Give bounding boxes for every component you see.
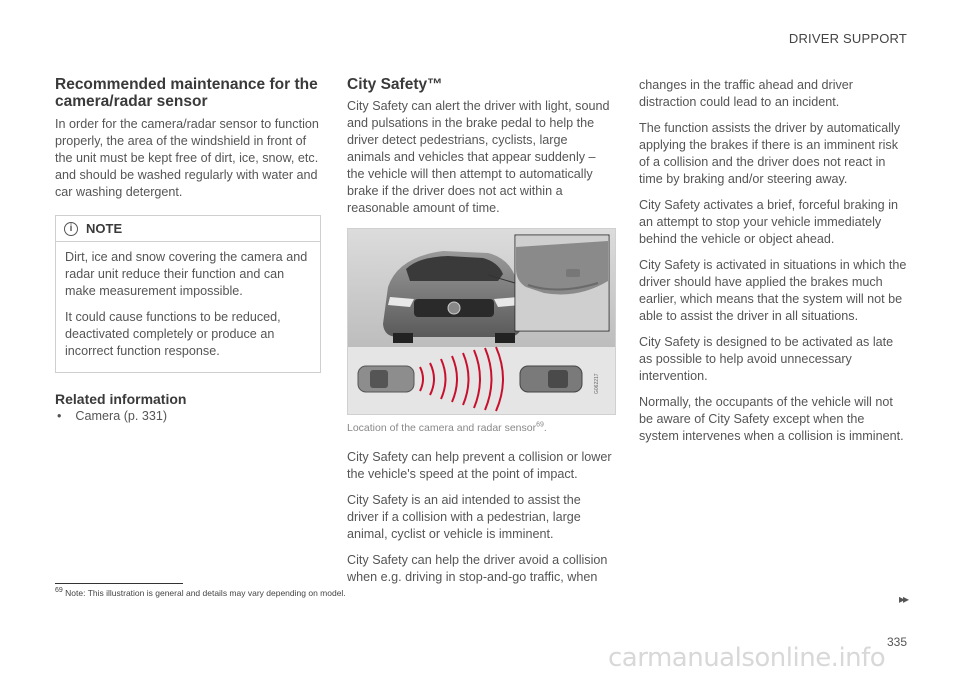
maintenance-intro: In order for the camera/radar sensor to function properly, the area of the windshield in front of the unit must be kept free of dirt, ice, snow, etc. and should be washed regularly with water and car washing detergent. [55, 117, 319, 199]
note-body [56, 242, 320, 372]
caption-text: Location of the camera and radar sensor [347, 422, 537, 434]
car-sensor-image [348, 229, 615, 414]
cont-paragraph-3: City Safety activates a brief, forceful braking in an attempt to stop your vehicle immediately behind the vehicle or object ahead. [639, 198, 898, 246]
city-safety-paragraph-1: City Safety can alert the driver with light, sound and pulsations in the brake pedal to help the driver detect pedestrians, cyclists, large animals and vehicles that appear suddenly – the vehicle will then attempt to automatically brake if the driver does not act within a reasonable amount of time. [347, 99, 610, 215]
page-number: 335 [886, 635, 907, 649]
note-paragraph-2: It could cause functions to be reduced, deactivated completely or produce an incorrect function response. [65, 310, 281, 358]
footnote-number: 69 [55, 587, 63, 595]
related-item [55, 408, 321, 425]
note-label: NOTE [86, 221, 123, 236]
related-info-title: Related information [55, 391, 187, 407]
figure-code: G062217 [594, 373, 600, 394]
cont-paragraph-4: City Safety is activated in situations in which the driver should have applied the brakes much earlier, which means that the system will not be able to assist the driver in all situations. [639, 258, 907, 323]
footnote [55, 588, 346, 598]
section-header: DRIVER SUPPORT [788, 31, 907, 46]
footnote-ref[interactable]: 69 [536, 421, 544, 429]
related-link-camera[interactable]: Camera (p. 331) [75, 409, 168, 423]
info-icon: i [64, 222, 78, 236]
city-safety-title: City Safety™ [347, 76, 443, 93]
column-city-safety-cont [639, 77, 907, 454]
bullet-mark: • [57, 409, 62, 423]
cont-paragraph-1: changes in the traffic ahead and driver distraction could lead to an incident. [639, 78, 854, 109]
next-page-arrows[interactable]: ▸▸ [898, 592, 907, 606]
figure-caption: Location of the camera and radar sensor$^{69}$. [347, 421, 547, 434]
maintenance-title: Recommended maintenance for the camera/radar sensor [55, 76, 318, 110]
note-header [56, 216, 320, 242]
cont-paragraph-2: The function assists the driver by automatically applying the brakes if there is an imminent risk of a collision and the driver does not react in time by braking and/or steering away. [639, 121, 901, 186]
watermark: carmanualsonline.info [608, 643, 886, 673]
note-box [55, 215, 321, 373]
cont-paragraph-5: City Safety is designed to be activated as late as possible to help avoid unnecessary intervention. [639, 335, 894, 383]
sensor-illustration [347, 228, 616, 415]
city-safety-paragraph-4: City Safety can help the driver avoid a collision when e.g. driving in stop-and-go traffic, when [347, 553, 608, 584]
column-maintenance [55, 76, 321, 425]
cont-paragraph-6: Normally, the occupants of the vehicle will not be aware of City Safety except when the system intervenes when a collision is imminent. [639, 395, 904, 443]
footnote-text: Note: This illustration is general and details may vary depending on model. [65, 588, 346, 598]
column-city-safety [347, 76, 614, 595]
city-safety-paragraph-3: City Safety is an aid intended to assist the driver if a collision with a pedestrian, large animal, cyclist or vehicle is imminent. [347, 493, 581, 541]
city-safety-paragraph-2: City Safety can help prevent a collision or lower the vehicle's speed at the point of impact. [347, 450, 612, 481]
note-paragraph-1: Dirt, ice and snow covering the camera and radar unit reduce their function and can make measurement impossible. [65, 250, 308, 298]
footnote-rule [55, 583, 183, 584]
